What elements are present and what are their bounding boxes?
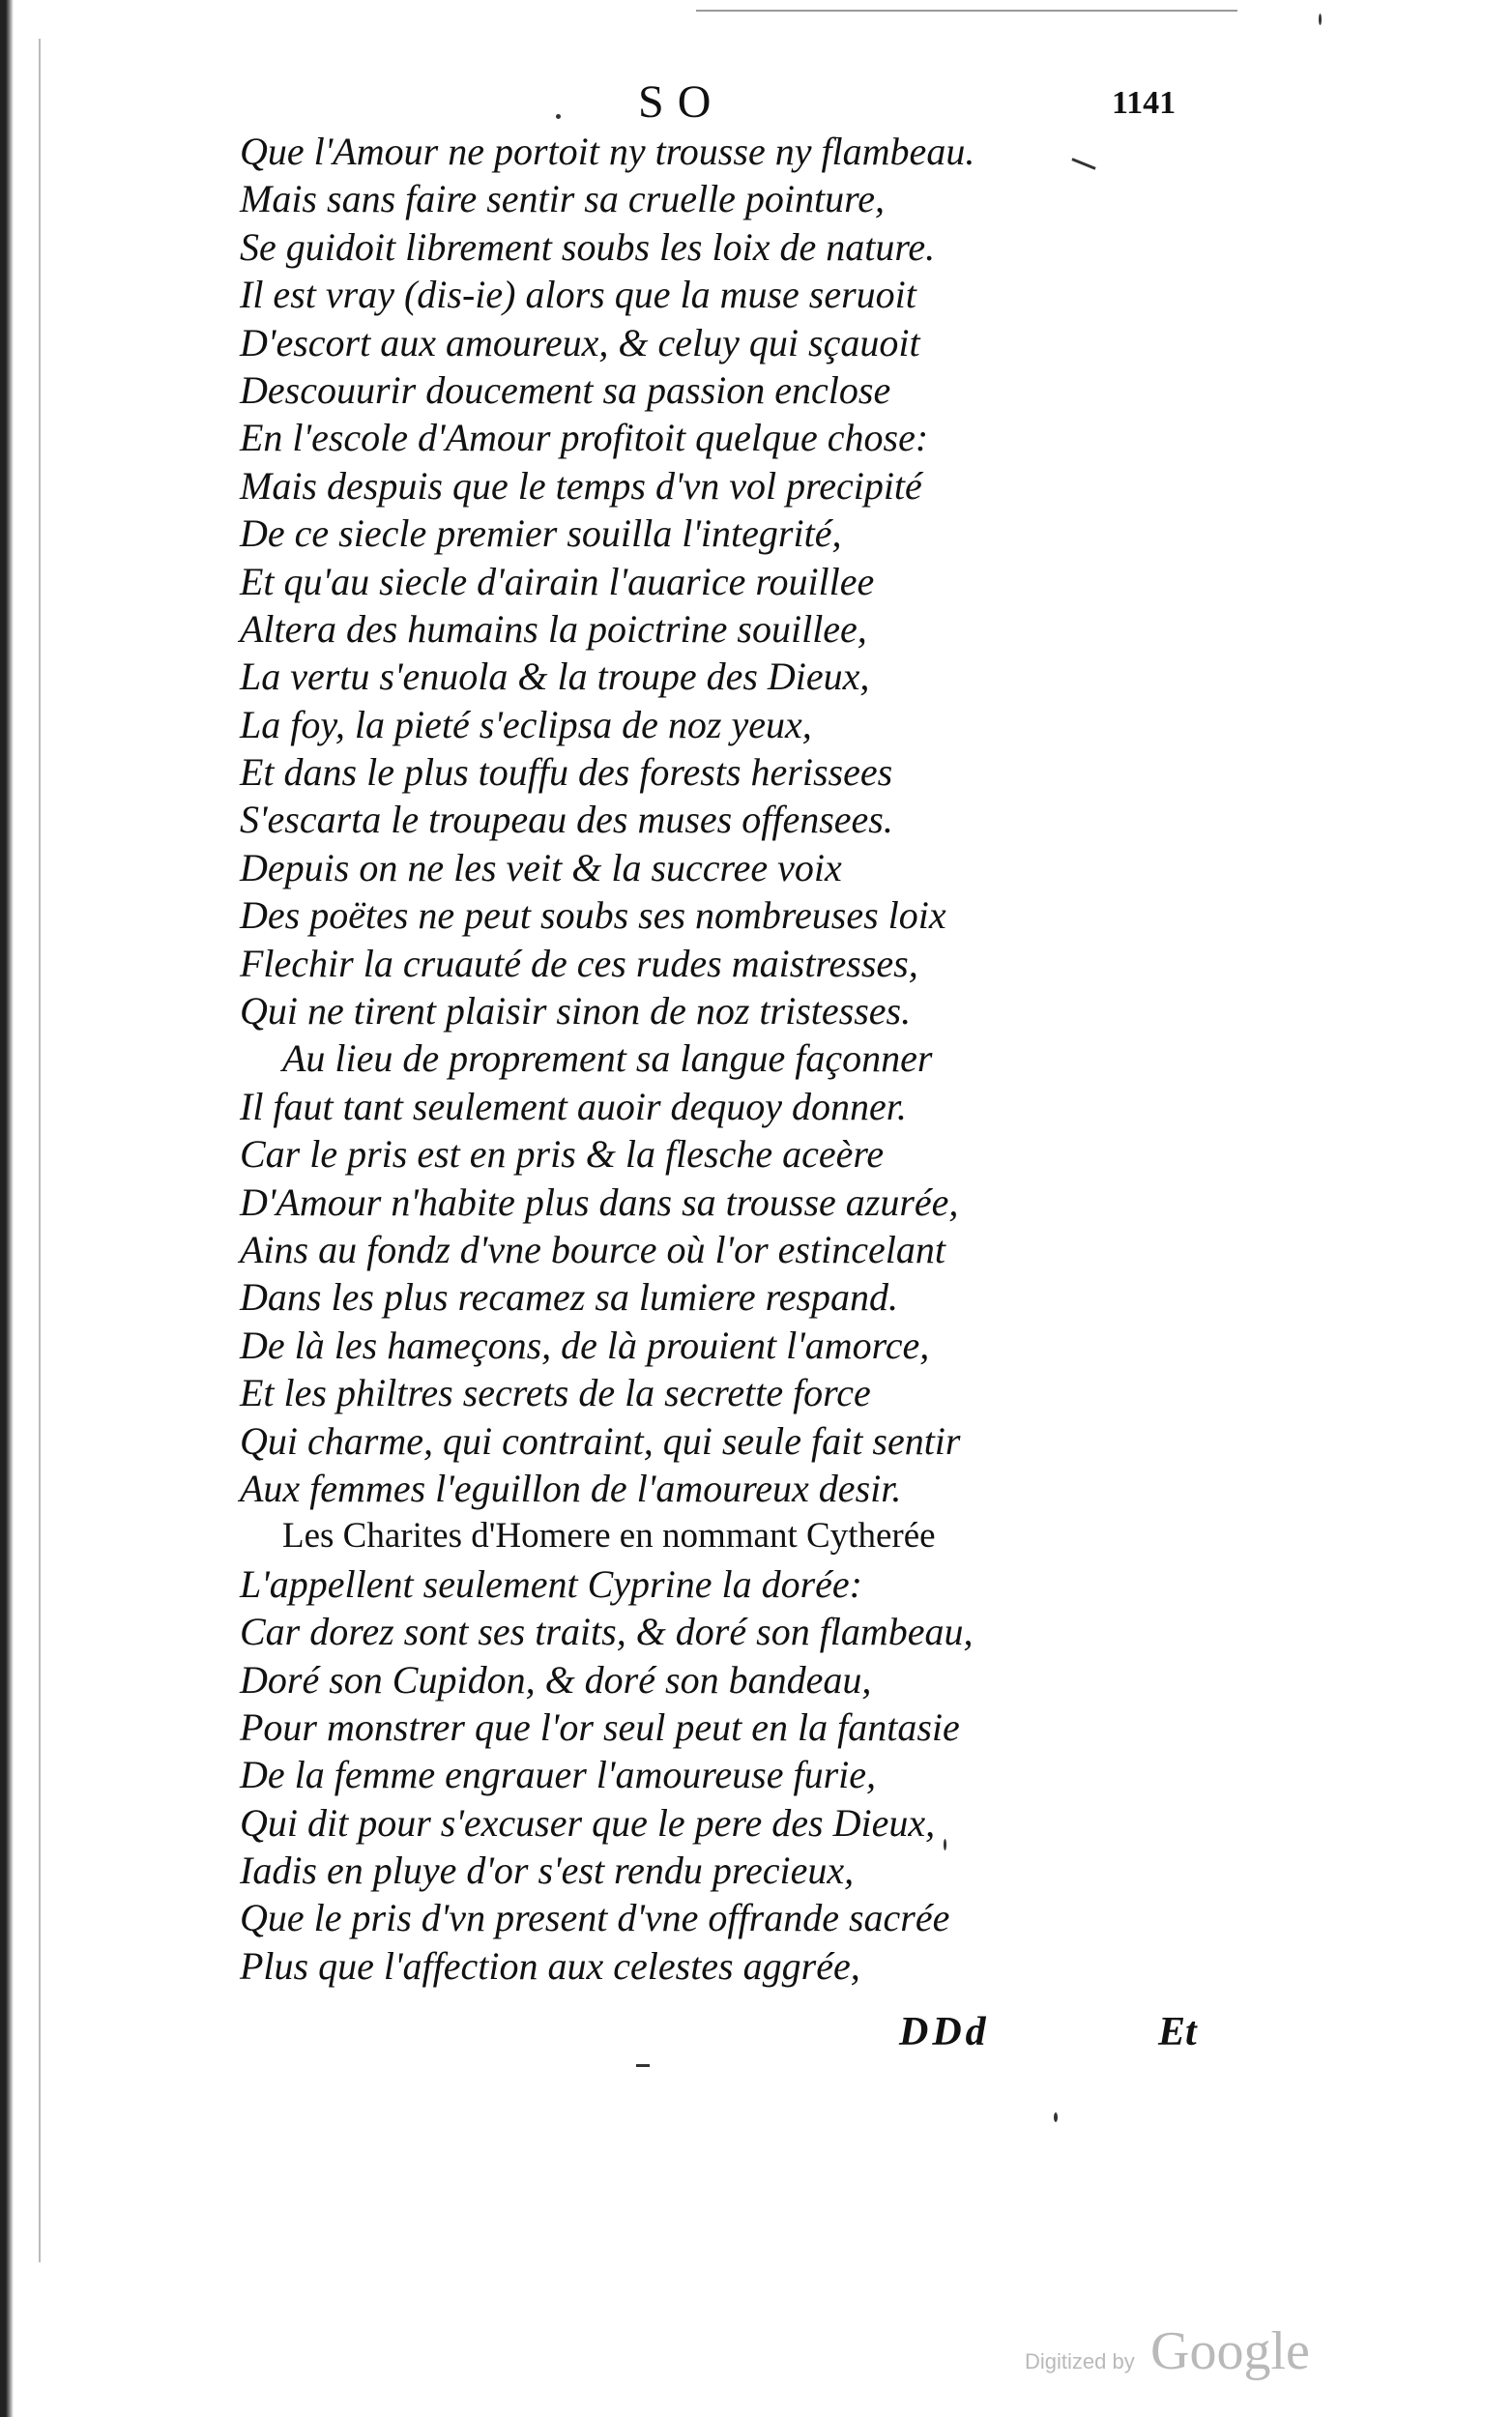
verse-line: D'escort aux amoureux, & celuy qui sçauoit xyxy=(240,320,920,364)
running-head: SO xyxy=(638,76,725,128)
top-edge-marks xyxy=(696,0,1237,12)
verse-line: Il est vray (dis-ie) alors que la muse seruoit xyxy=(240,273,916,317)
verse-line: Aux femmes l'eguillon de l'amoureux desir. xyxy=(240,1466,902,1510)
verse-line: Pour monstrer que l'or seul peut en la fantasie xyxy=(240,1704,960,1749)
verse-line: Flechir la cruauté de ces rudes maistresses, xyxy=(240,941,918,985)
verse-line-paragraph-start: Les Charites d'Homere en nommant Cytherée xyxy=(282,1516,936,1557)
verse-line: Des poëtes ne peut soubs ses nombreuses loix xyxy=(240,893,946,938)
watermark-prefix: Digitized by xyxy=(1025,2349,1135,2373)
page-header xyxy=(0,75,1512,133)
verse-line: La vertu s'enuola & la troupe des Dieux, xyxy=(240,655,870,699)
verse-line: Mais sans faire sentir sa cruelle pointure, xyxy=(240,177,885,221)
verse-line: Depuis on ne les veit & la succree voix xyxy=(240,845,842,889)
verse-text xyxy=(0,128,1512,1990)
verse-line: Qui dit pour s'excuser que le pere des Dieux, xyxy=(240,1800,936,1845)
verse-line: Mais despuis que le temps d'vn vol precipité xyxy=(240,463,922,508)
verse-line: Qui ne tirent plaisir sinon de noz tristesses. xyxy=(240,989,912,1034)
verse-line: En l'escole d'Amour profitoit quelque chose: xyxy=(240,416,929,460)
verse-line: L'appellent seulement Cyprine la dorée: xyxy=(240,1561,862,1606)
google-logo: Google xyxy=(1150,2321,1310,2381)
catchword: Et xyxy=(1158,2010,1197,2054)
digitization-watermark xyxy=(1025,2320,1373,2388)
page-footer xyxy=(0,2009,1512,2067)
verse-line: Car le pris est en pris & la flesche aceère xyxy=(240,1132,885,1177)
verse-line: Que le pris d'vn present d'vne offrande sacrée xyxy=(240,1896,950,1940)
verse-line: Descouurir doucement sa passion enclose xyxy=(240,367,891,412)
verse-line: Doré son Cupidon, & doré son bandeau, xyxy=(240,1657,872,1702)
verse-line: Il faut tant seulement auoir dequoy donner. xyxy=(240,1084,907,1128)
verse-line: S'escarta le troupeau des muses offensees. xyxy=(240,798,893,842)
verse-line: Qui charme, qui contraint, qui seule fait sentir xyxy=(240,1418,961,1463)
verse-line: La foy, la pieté s'eclipsa de noz yeux, xyxy=(240,702,812,746)
verse-line: Plus que l'affection aux celestes aggrée, xyxy=(240,1943,860,1988)
signature-mark: DDd xyxy=(899,2010,990,2054)
verse-line: Et les philtres secrets de la secrette force xyxy=(240,1371,871,1415)
verse-line: Se guidoit librement soubs les loix de nature. xyxy=(240,224,936,269)
verse-line: Ains au fondz d'vne bource où l'or estincelant xyxy=(240,1227,945,1271)
verse-line: De là les hameçons, de là prouient l'amorce, xyxy=(240,1323,930,1367)
verse-line: Que l'Amour ne portoit ny trousse ny flambeau. xyxy=(240,130,975,173)
verse-line: D'Amour n'habite plus dans sa trousse azurée, xyxy=(240,1179,959,1224)
verse-line: De la femme engrauer l'amoureuse furie, xyxy=(240,1753,877,1797)
verse-line: De ce siecle premier souilla l'integrité, xyxy=(240,511,842,556)
verse-line: Car dorez sont ses traits, & doré son flambeau, xyxy=(240,1610,974,1654)
folio-number: 1141 xyxy=(1112,85,1177,121)
verse-line: Et dans le plus touffu des forests herissees xyxy=(240,750,893,795)
verse-line: Dans les plus recamez sa lumiere respand. xyxy=(240,1275,899,1320)
verse-line-paragraph-start: Au lieu de proprement sa langue façonner xyxy=(282,1036,933,1081)
verse-line: Et qu'au siecle d'airain l'auarice rouillee xyxy=(240,559,875,603)
verse-line: Altera des humains la poictrine souillee, xyxy=(240,606,867,651)
verse-line: Iadis en pluye d'or s'est rendu precieux, xyxy=(240,1849,855,1893)
